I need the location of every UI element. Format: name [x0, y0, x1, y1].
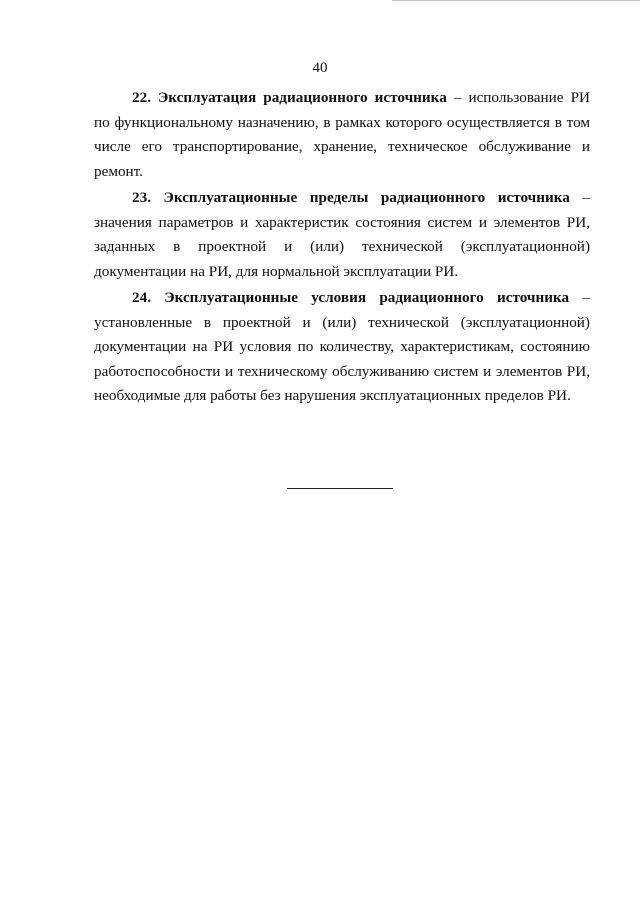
document-body — [94, 86, 590, 409]
definition-term: 23. Эксплуатационные пределы радиационного источника — [132, 189, 570, 206]
definition-text: – значения параметров и характеристик состояния систем и элементов РИ, заданных в проектной и (или) технической (эксплуатационной) документации на РИ, для нормальной эксплуатации РИ. — [94, 189, 590, 280]
definition-text: – установленные в проектной и (или) технической (эксплуатационной) документации на РИ условия по количеству, характеристикам, состоянию работоспособности и техническому обслуживанию систем и элементов РИ, необходимые для работы без нарушения эксплуатационных пределов РИ. — [94, 289, 590, 404]
definition-term: 24. Эксплуатационные условия радиационного источника — [132, 289, 570, 306]
end-separator-line — [287, 488, 393, 489]
page-number: 40 — [312, 60, 328, 76]
definition-item-24 — [94, 286, 590, 409]
definition-term: 22. Эксплуатация радиационного источника — [132, 89, 447, 106]
definition-item-22 — [94, 86, 590, 184]
definition-item-23 — [94, 186, 590, 284]
scan-top-edge — [392, 0, 640, 1]
definition-text: – использование РИ по функциональному назначению, в рамках которого осуществляется в том числе его транспортирование, хранение, техническое обслуживание и ремонт. — [94, 89, 590, 180]
